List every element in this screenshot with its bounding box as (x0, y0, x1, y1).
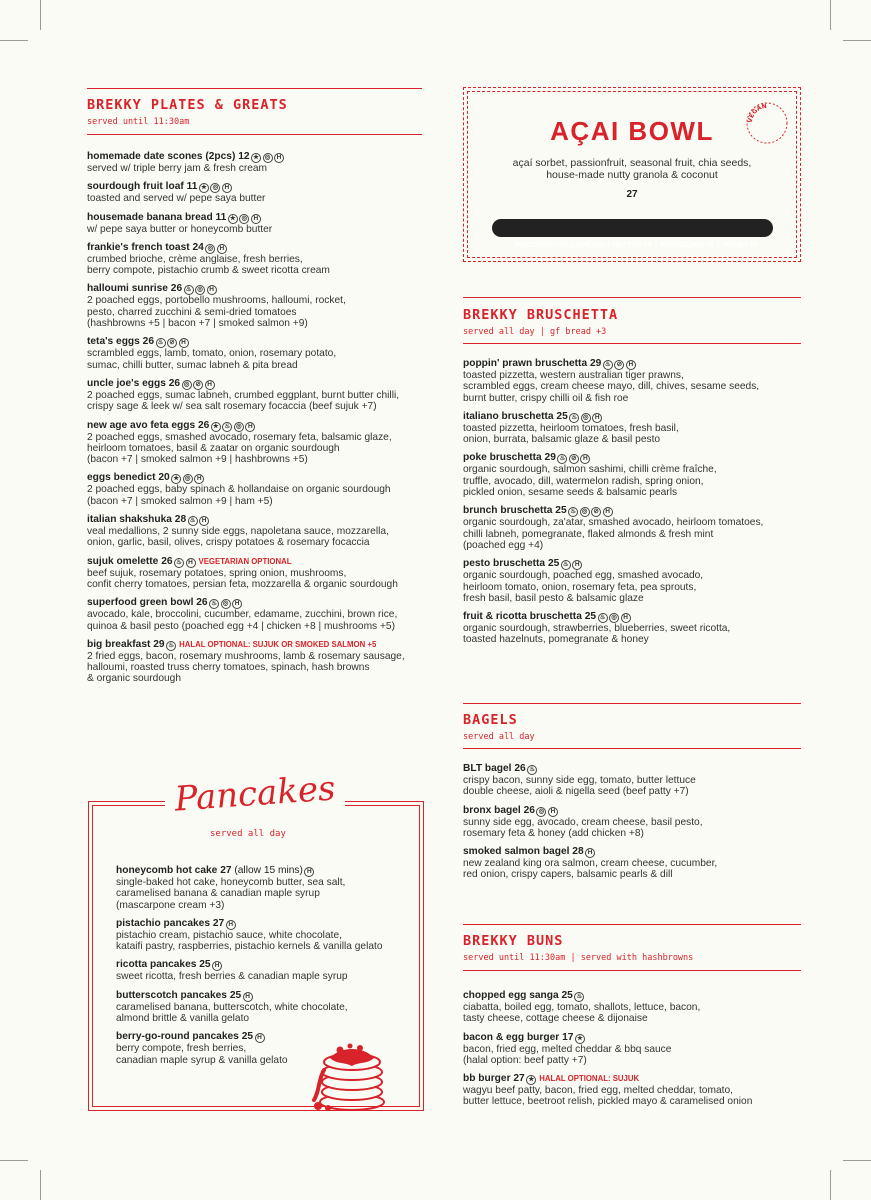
menu-item-header (463, 990, 808, 1002)
menu-item-name: sujuk omelette (87, 555, 159, 567)
halal-star-icon: ★ (575, 1034, 585, 1044)
menu-item (87, 336, 427, 371)
crop-mark (830, 0, 831, 30)
menu-item-price: 26 (523, 804, 535, 816)
menu-item (116, 865, 416, 911)
menu-item-price: 25 (241, 1031, 254, 1043)
menu-item-extra: (allow 15 mins) (234, 865, 303, 876)
gluten-free-icon: ⊘ (614, 360, 624, 370)
crop-mark (843, 40, 871, 41)
halal-icon: H (621, 613, 631, 623)
brekky-header (87, 97, 288, 127)
menu-item-price: 11 (186, 181, 198, 193)
menu-item-header (463, 763, 808, 775)
menu-item (463, 411, 808, 446)
menu-item (463, 611, 808, 646)
halal-icon: H (207, 285, 217, 295)
halal-icon: H (585, 848, 595, 858)
menu-item-price: 26 (168, 377, 181, 389)
menu-item-header (87, 212, 427, 224)
section-rule (463, 748, 801, 749)
menu-item-header (463, 846, 808, 858)
acai-title: AÇAI BOWL (550, 116, 714, 146)
menu-item (87, 420, 427, 466)
menu-item (463, 1032, 808, 1067)
vegetarian-icon: ◎ (263, 153, 273, 163)
menu-item (463, 846, 808, 881)
halal-icon: H (222, 183, 232, 193)
chilli-icon: ♨ (568, 507, 578, 517)
buns-items (463, 990, 808, 1115)
menu-item (463, 763, 808, 798)
menu-item-header (463, 411, 808, 423)
menu-item (463, 990, 808, 1025)
section-rule (463, 703, 801, 704)
section-subtitle: served until 11:30am (87, 117, 190, 127)
section-subtitle: served until 11:30am | served with hashbrowns (463, 953, 694, 963)
halal-star-icon: ★ (251, 153, 261, 163)
vegetarian-icon: ◎ (536, 807, 546, 817)
menu-item-price: 12 (238, 151, 250, 162)
halal-icon: H (251, 214, 261, 224)
vegetarian-icon: ◎ (205, 244, 215, 254)
menu-item-price: 29 (153, 638, 165, 650)
menu-item-header (87, 597, 427, 609)
section-rule (463, 970, 801, 971)
menu-item-header (463, 558, 808, 570)
chilli-icon: ♨ (222, 422, 232, 432)
menu-item (116, 990, 416, 1025)
menu-item-description: organic sourdough, za'atar, smashed avocado, heirloom tomatoes, chilli labneh, pomegranate, flaked almonds & fresh mint (poached egg +4) (463, 517, 764, 551)
menu-item-name: homemade date scones (2pcs) (87, 151, 236, 162)
halal-star-icon: ★ (199, 183, 209, 193)
menu-item-name: poppin' prawn bruschetta (463, 358, 588, 369)
menu-item-name: bronx bagel (463, 804, 521, 816)
menu-item-price: 26 (161, 555, 173, 567)
halal-icon: H (243, 992, 253, 1002)
menu-item (463, 358, 808, 404)
menu-item-note: HALAL OPTIONAL: SUJUK OR SMOKED SALMON +5 (179, 639, 377, 649)
menu-item-description: organic sourdough, strawberries, blueberries, sweet ricotta, toasted hazelnuts, pomegranate & honey (463, 623, 731, 646)
chilli-icon: ♨ (527, 765, 537, 775)
halal-icon: H (580, 454, 590, 464)
section-title: BREKKY BRUSCHETTA (463, 307, 619, 323)
menu-item-description: toasted pizzetta, western australian tiger prawns, scrambled eggs, cream cheese mayo, dill, chives, sesame seeds, burnt butter, crispy chilli oil & fish roe (463, 370, 760, 404)
menu-item-header (463, 358, 808, 370)
menu-item-name: superfood green bowl (87, 597, 194, 609)
menu-item-header (463, 505, 808, 517)
menu-item-name: teta's eggs (87, 336, 140, 348)
menu-item-header (116, 959, 416, 971)
vegetarian-icon: ◎ (221, 599, 231, 609)
menu-item-price: 25 (555, 505, 567, 517)
menu-item-description: toasted pizzetta, heirloom tomatoes, fresh basil, onion, burrata, balsamic glaze & basil pesto (463, 422, 679, 446)
halal-icon: H (186, 558, 196, 568)
menu-item-name: eggs benedict (87, 472, 156, 484)
menu-item (463, 558, 808, 604)
bagels-header (463, 712, 535, 742)
vegetarian-icon: ◎ (581, 413, 591, 423)
menu-item (87, 472, 427, 507)
menu-item-price: 26 (514, 763, 526, 774)
menu-item-description: organic sourdough, salmon sashimi, chilli crème fraîche, truffle, avocado, dill, watermelon radish, spring onion, pickled onion, sesame seeds & balsamic pearls (463, 464, 717, 499)
menu-item-header (87, 181, 427, 193)
menu-item-price: 28 (174, 514, 187, 526)
menu-item-name: pesto bruschetta (463, 558, 546, 570)
vegetarian-icon: ◎ (234, 422, 244, 432)
vegetarian-icon: ◎ (609, 613, 619, 623)
bruschetta-items (463, 358, 808, 653)
menu-item-name: fruit & ricotta bruschetta (463, 611, 582, 623)
menu-item-header (87, 514, 427, 526)
menu-item-description: caramelised banana, butterscotch, white chocolate, almond brittle & vanilla gelato (116, 1001, 348, 1025)
vegetarian-icon: ◎ (195, 285, 205, 295)
menu-item-price: 20 (158, 472, 170, 484)
menu-item (87, 597, 427, 632)
menu-item-description: 2 poached eggs, portobello mushrooms, halloumi, rocket, pesto, charred zucchini & semi-dried tomatoes (hashbrowns +5 | bacon +7 | smoked salmon +9) (87, 295, 346, 330)
menu-item-price: 29 (589, 358, 602, 369)
acai-price: 27 (626, 189, 638, 200)
pancakes-subtitle: served all day (210, 829, 286, 839)
crop-mark (843, 1160, 871, 1161)
menu-item (116, 918, 416, 953)
halal-icon: H (603, 507, 613, 517)
menu-item-description: wagyu beef patty, bacon, fried egg, melted cheddar, tomato, butter lettuce, beetroot relish, pickled mayo & caramelised onion (463, 1085, 753, 1108)
menu-item-name: new age avo feta eggs (87, 419, 196, 431)
menu-item-description: pistachio cream, pistachio sauce, white chocolate, kataifi pastry, raspberries, pistachio kernels & vanilla gelato (116, 929, 383, 953)
menu-item-price: 26 (196, 597, 208, 609)
menu-item-description: avocado, kale, broccolini, cucumber, edamame, zucchini, brown rice, quinoa & basil pesto (poached egg +4 | chicken +8 | mushrooms +5) (87, 609, 398, 632)
menu-item-description: w/ pepe saya butter or honeycomb butter (87, 223, 273, 235)
menu-item-price: 28 (572, 846, 584, 858)
menu-item-description: scrambled eggs, lamb, tomato, onion, rosemary potato, sumac, chilli butter, sumac labneh & pita bread (87, 348, 337, 371)
halal-icon: H (226, 920, 236, 930)
menu-item-header (116, 990, 416, 1002)
chilli-icon: ♨ (184, 285, 194, 295)
section-rule (463, 297, 801, 298)
section-title: BAGELS (463, 712, 518, 728)
menu-item-price: 29 (544, 452, 556, 464)
chilli-icon: ♨ (574, 992, 584, 1002)
acai-addons-pill (492, 219, 773, 249)
menu-item-description: toasted and served w/ pepe saya butter (87, 193, 266, 205)
menu-item-price: 26 (197, 419, 210, 431)
vegetarian-icon: ◎ (580, 507, 590, 517)
menu-item-description: 2 poached eggs, sumac labneh, crumbed eggplant, burnt butter chilli, crispy sage & leek w/ sea salt rosemary focaccia (beef sujuk +7) (87, 389, 400, 413)
halal-icon: H (245, 422, 255, 432)
menu-item (87, 151, 427, 174)
menu-item-price: 11 (215, 211, 227, 223)
halal-star-icon: ★ (526, 1075, 536, 1085)
crop-mark (830, 1170, 831, 1200)
menu-item-header (87, 420, 427, 432)
bagels-items (463, 763, 808, 888)
chilli-icon: ♨ (598, 613, 608, 623)
menu-item-description: 2 poached eggs, smashed avocado, rosemary feta, balsamic glaze, heirloom tomatoes, basil & zaatar on organic sourdough (bacon +7 | smoked salmon +9 | hashbrowns +5) (87, 431, 392, 466)
halal-icon: H (274, 153, 284, 163)
menu-item-name: bacon & egg burger (463, 1031, 560, 1043)
menu-item-header (87, 336, 427, 348)
svg-text:VEGAN (747, 103, 767, 123)
halal-icon: H (626, 360, 636, 370)
brekky-items (87, 151, 427, 692)
acai-box (463, 87, 801, 262)
section-rule (87, 134, 422, 135)
menu-item-header (87, 472, 427, 484)
menu-item-name: chopped egg sanga (463, 990, 559, 1001)
section-rule (87, 88, 422, 89)
menu-item-price: 26 (142, 336, 155, 348)
menu-item-description: served w/ triple berry jam & fresh cream (87, 163, 268, 174)
menu-item (87, 242, 427, 277)
menu-item-description: 2 fried eggs, bacon, rosemary mushrooms, lamb & rosemary sausage, halloumi, roasted truss cherry tomatoes, spinach, hash browns & organic sourdough (87, 650, 405, 685)
menu-item-name: italiano bruschetta (463, 410, 554, 422)
menu-item (116, 959, 416, 982)
menu-item-note: VEGETARIAN OPTIONAL (198, 556, 292, 566)
halal-icon: H (548, 807, 558, 817)
menu-item-header (116, 865, 416, 877)
menu-item-price: 25 (584, 611, 597, 623)
menu-item-description: crispy bacon, sunny side egg, tomato, butter lettuce double cheese, aioli & nigella seed (beef patty +7) (463, 775, 696, 798)
menu-item-name: berry-go-round pancakes (116, 1031, 239, 1043)
menu-item-description: veal medallions, 2 sunny side eggs, napoletana sauce, mozzarella, onion, garlic, basil, olives, crispy potatoes & rosemary focaccia (87, 526, 389, 549)
menu-item-description: organic sourdough, poached egg, smashed avocado, heirloom tomato, onion, rosemary feta, pea sprouts, fresh basil, basil pesto & balsamic glaze (463, 570, 704, 604)
menu-item-description: sunny side egg, avocado, cream cheese, basil pesto, rosemary feta & honey (add chicken +8) (463, 816, 703, 839)
menu-item-header (463, 611, 808, 623)
menu-item-header (87, 151, 427, 163)
menu-item-description: crumbed brioche, crème anglaise, fresh berries, berry compote, pistachio crumb & sweet ricotta cream (87, 253, 330, 277)
crop-mark (0, 1160, 28, 1161)
vegetarian-icon: ◎ (210, 183, 220, 193)
menu-item (87, 378, 427, 413)
menu-item-description: berry compote, fresh berries, canadian maple syrup & vanilla gelato (116, 1043, 288, 1066)
menu-item-description: bacon, fried egg, melted cheddar & bbq sauce (halal option: beef patty +7) (463, 1043, 672, 1066)
halal-icon: H (572, 560, 582, 570)
menu-item-name: poke bruschetta (463, 452, 542, 464)
chilli-icon: ♨ (209, 599, 219, 609)
section-rule (463, 343, 801, 344)
menu-item-header (87, 378, 427, 390)
vegetarian-icon: ◎ (239, 214, 249, 224)
menu-item-name: housemade banana bread (87, 211, 213, 223)
section-title: BREKKY PLATES & GREATS (87, 97, 288, 113)
halal-icon: H (205, 380, 215, 390)
menu-item-header (87, 242, 427, 254)
vegetarian-icon: ◎ (183, 474, 193, 484)
menu-item-name: frankie's french toast (87, 241, 190, 253)
menu-item-name: uncle joe's eggs (87, 377, 166, 389)
pancakes-title: Pancakes (173, 768, 337, 820)
menu-item (463, 1073, 808, 1108)
halal-icon: H (199, 516, 209, 526)
menu-item-description: ciabatta, boiled egg, tomato, shallots, lettuce, bacon, tasty cheese, cottage cheese & dijonaise (463, 1002, 701, 1025)
halal-icon: H (592, 413, 602, 423)
menu-item-header (87, 556, 427, 568)
chilli-icon: ♨ (156, 338, 166, 348)
menu-item-description: new zealand king ora salmon, cream cheese, cucumber, red onion, crispy capers, balsamic pearls & dill (463, 858, 718, 881)
chilli-icon: ♨ (557, 454, 567, 464)
halal-icon: H (194, 474, 204, 484)
menu-item-price: 17 (562, 1031, 574, 1043)
menu-item-price: 25 (229, 989, 242, 1001)
chilli-icon: ♨ (561, 560, 571, 570)
section-subtitle: served all day | gf bread +3 (463, 327, 607, 337)
chilli-icon: ♨ (166, 641, 176, 651)
gluten-free-icon: ⊘ (569, 454, 579, 464)
halal-star-icon: ★ (211, 422, 221, 432)
menu-item-price: 25 (199, 959, 211, 971)
menu-item-header (463, 1032, 808, 1044)
section-subtitle: served all day (463, 732, 535, 742)
menu-item-description: 2 poached eggs, baby spinach & hollandaise on organic sourdough (bacon +7 | smoked salmon +9 | ham +5) (87, 484, 391, 507)
menu-item-header (463, 805, 808, 817)
chilli-icon: ♨ (569, 413, 579, 423)
menu-item-name: ricotta pancakes (116, 959, 197, 971)
menu-item-price: 27 (513, 1073, 525, 1085)
menu-item-name: butterscotch pancakes (116, 989, 227, 1001)
halal-icon: H (232, 599, 242, 609)
crop-mark (40, 1170, 41, 1200)
crop-mark (40, 0, 41, 30)
vegetarian-icon: ◎ (182, 380, 192, 390)
menu-item-price: 27 (212, 917, 225, 929)
vegan-stamp-icon (744, 100, 790, 146)
menu-item (87, 639, 427, 685)
halal-icon: H (304, 867, 314, 877)
menu-item-description: beef sujuk, rosemary potatoes, spring onion, mushrooms, confit cherry tomatoes, persian feta, mozzarella & organic sourdough (87, 567, 398, 590)
halal-star-icon: ★ (228, 214, 238, 224)
acai-description: açaí sorbet, passionfruit, seasonal fruit, chia seeds, house-made nutty granola & coconut (512, 157, 752, 181)
menu-item (463, 505, 808, 551)
menu-item (87, 181, 427, 204)
menu-item-name: halloumi sunrise (87, 283, 168, 295)
chilli-icon: ♨ (188, 516, 198, 526)
gluten-free-icon: ⊘ (193, 380, 203, 390)
menu-item (463, 452, 808, 498)
chilli-icon: ♨ (603, 360, 613, 370)
section-rule (463, 924, 801, 925)
halal-icon: H (179, 338, 189, 348)
menu-item (87, 556, 427, 591)
menu-item-header (463, 1073, 808, 1085)
pancake-stack-icon (310, 1040, 390, 1112)
vegan-stamp-text: VEGAN (746, 102, 768, 124)
crop-mark (0, 40, 28, 41)
menu-item-header (87, 639, 427, 651)
menu-item (87, 514, 427, 549)
menu-item-header (116, 918, 416, 930)
chilli-icon: ♨ (174, 558, 184, 568)
menu-item-price: 25 (561, 990, 573, 1001)
menu-item-name: BLT bagel (463, 763, 512, 774)
menu-item-description: sweet ricotta, fresh berries & canadian maple syrup (116, 971, 348, 983)
acai-addons: BISCOFF/NUTELLA/PEANUT BUTTER +4 | PISTACCHIO +5 | HONEY +2 (514, 242, 758, 249)
menu-item-name: smoked salmon bagel (463, 846, 570, 858)
menu-item-header (87, 283, 427, 295)
section-title: BREKKY BUNS (463, 933, 564, 949)
halal-star-icon: ★ (171, 474, 181, 484)
menu-item-name: pistachio pancakes (116, 917, 210, 929)
gluten-free-icon: ⊘ (167, 338, 177, 348)
menu-item (463, 805, 808, 840)
menu-item-name: honeycomb hot cake (116, 865, 218, 876)
gluten-free-icon: ⊘ (591, 507, 601, 517)
bruschetta-header (463, 307, 618, 337)
menu-item-price: 25 (547, 558, 560, 570)
menu-item-price: 24 (192, 241, 204, 253)
menu-item-note: HALAL OPTIONAL: SUJUK (539, 1074, 640, 1084)
menu-item (87, 283, 427, 329)
halal-icon: H (255, 1033, 265, 1043)
menu-item-name: italian shakshuka (87, 514, 172, 526)
menu-item-name: big breakfast (87, 638, 151, 650)
menu-item-header (463, 452, 808, 464)
menu-item (87, 212, 427, 235)
menu-item-price: 26 (170, 283, 183, 295)
menu-item-name: sourdough fruit loaf (87, 181, 184, 193)
menu-item-name: brunch bruschetta (463, 505, 553, 517)
buns-header (463, 933, 693, 963)
halal-icon: H (212, 961, 222, 971)
halal-icon: H (217, 244, 227, 254)
menu-item-name: bb burger (463, 1073, 511, 1085)
menu-item-description: single-baked hot cake, honeycomb butter, sea salt, caramelised banana & canadian maple syrup (mascarpone cream +3) (116, 877, 346, 911)
menu-item-price: 25 (556, 410, 568, 422)
menu-item-price: 27 (220, 865, 232, 876)
